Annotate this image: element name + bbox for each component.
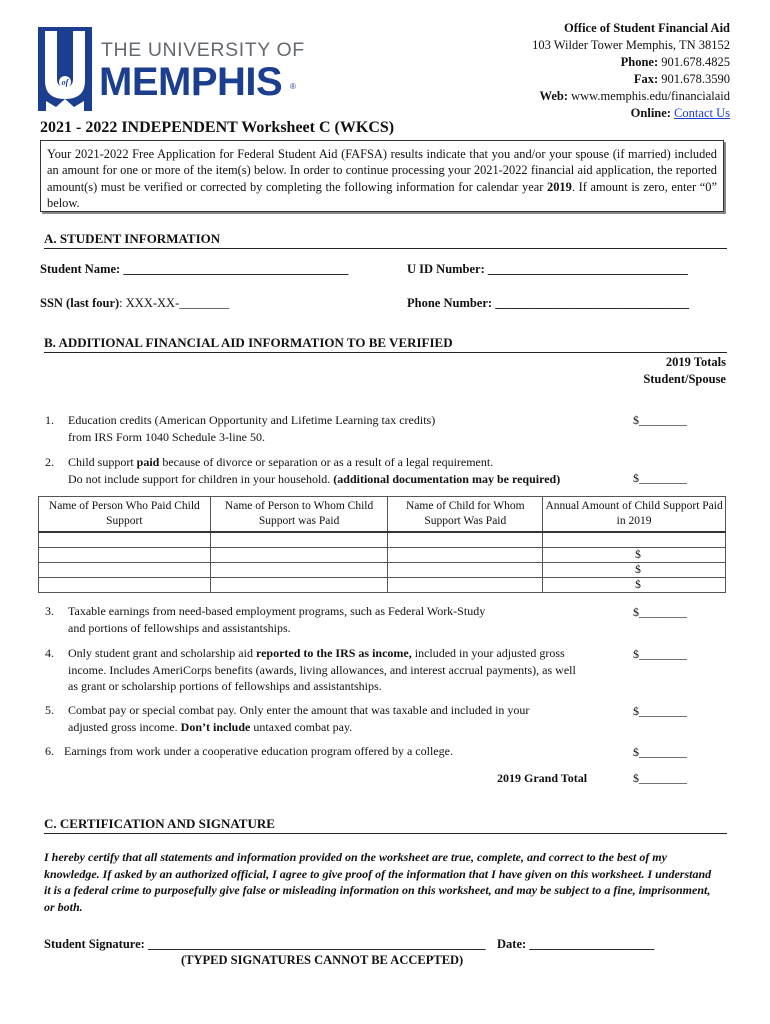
item-6-text: Earnings from work under a cooperative education program offered by a college. xyxy=(64,744,453,758)
office-contact-block xyxy=(532,20,730,122)
section-c-heading: C. CERTIFICATION AND SIGNATURE xyxy=(44,816,727,834)
table-cell-input[interactable] xyxy=(210,578,388,593)
typed-signature-notice: (TYPED SIGNATURES CANNOT BE ACCEPTED) xyxy=(181,953,464,967)
uid-number-field[interactable]: U ID Number: ________________________________ xyxy=(407,262,688,276)
item-3-text: Taxable earnings from need-based employment programs, such as Federal Work-Study and portions of fellowships and assistantships. xyxy=(68,604,486,635)
logo-line-memphis: MEMPHIS xyxy=(99,60,283,104)
signature-date-field[interactable]: Date: ____________________ xyxy=(497,937,655,951)
item-6-number: 6. xyxy=(45,744,54,758)
table-cell-input[interactable] xyxy=(388,548,543,563)
worksheet-title: 2021 - 2022 INDEPENDENT Worksheet C (WKCS) xyxy=(40,119,395,136)
table-cell-input[interactable] xyxy=(210,548,388,563)
table-cell-amount[interactable]: $ xyxy=(543,578,726,593)
grand-total-label: 2019 Grand Total xyxy=(497,771,588,785)
item-5-text: Combat pay or special combat pay. Only enter the amount that was taxable and included in your adjusted gross income. Don’t include untaxed combat pay. xyxy=(68,703,530,734)
ssn-field[interactable]: SSN (last four): XXX-XX-________ xyxy=(40,296,230,310)
table-row xyxy=(39,578,726,593)
col-header-amount: Annual Amount of Child Support Paid in 2019 xyxy=(543,497,726,533)
table-row xyxy=(39,563,726,578)
col-header-recipient: Name of Person to Whom Child Support was Paid xyxy=(210,497,388,533)
item-2-number: 2. xyxy=(45,455,54,469)
office-address: 103 Wilder Tower Memphis, TN 38152 xyxy=(532,38,730,52)
logo-line-university: THE UNIVERSITY OF xyxy=(101,39,305,61)
item-2-text: Child support paid because of divorce or separation or as a result of a legal requirement. Do not include support for children in your household. (additional documentation may be required) xyxy=(68,455,561,486)
item-3-amount-field[interactable]: $________ xyxy=(633,605,687,619)
um-logo-mark xyxy=(38,27,92,111)
col-header-payer: Name of Person Who Paid Child Support xyxy=(39,497,211,533)
item-5-number: 5. xyxy=(45,703,54,717)
student-signature-field[interactable]: Student Signature: ______________________________________________________ xyxy=(44,937,486,951)
item-2-amount-field[interactable]: $________ xyxy=(633,471,687,485)
item-4-number: 4. xyxy=(45,646,54,660)
section-a-heading: A. STUDENT INFORMATION xyxy=(44,231,727,249)
col-header-child: Name of Child for Whom Support Was Paid xyxy=(388,497,543,533)
table-cell-amount[interactable]: $ xyxy=(543,548,726,563)
item-3-number: 3. xyxy=(45,604,54,618)
table-cell-input[interactable] xyxy=(39,563,211,578)
item-4-amount-field[interactable]: $________ xyxy=(633,647,687,661)
table-cell-amount[interactable]: $ xyxy=(543,563,726,578)
table-cell-amount[interactable] xyxy=(543,532,726,548)
table-row xyxy=(39,548,726,563)
totals-column-header: 2019 Totals Student/Spouse xyxy=(643,355,726,386)
item-5-amount-field[interactable]: $________ xyxy=(633,704,687,718)
table-cell-input[interactable] xyxy=(39,532,211,548)
certification-statement: I hereby certify that all statements and information provided on the worksheet are true, complete, and correct to the best of my knowledge. If asked by an authorized official, I agree to give proof of the information that I have given on this worksheet. I understand it is a federal crime to purposefully give false or misleading information on this worksheet, and may be subject to a fine, imprisonment, or both. xyxy=(44,850,712,914)
table-cell-input[interactable] xyxy=(388,532,543,548)
table-cell-input[interactable] xyxy=(210,532,388,548)
university-logo xyxy=(38,27,305,111)
table-row xyxy=(39,532,726,548)
office-name: Office of Student Financial Aid xyxy=(564,21,730,35)
item-1-number: 1. xyxy=(45,413,54,427)
office-web: Web: www.memphis.edu/financialaid xyxy=(539,89,730,103)
table-header-row xyxy=(39,497,726,533)
item-1-amount-field[interactable]: $________ xyxy=(633,413,687,427)
logo-registered-mark: ® xyxy=(290,82,296,91)
grand-total-amount-field[interactable]: $________ xyxy=(633,771,687,785)
section-b-heading: B. ADDITIONAL FINANCIAL AID INFORMATION TO BE VERIFIED xyxy=(44,335,727,353)
item-1-text: Education credits (American Opportunity and Lifetime Learning tax credits) from IRS Form 1040 Schedule 3-line 50. xyxy=(68,413,436,444)
contact-us-link[interactable]: Contact Us xyxy=(674,106,730,120)
svg-text:of: of xyxy=(61,78,69,87)
office-online: Online: Contact Us xyxy=(630,106,730,120)
phone-number-field[interactable]: Phone Number: _______________________________ xyxy=(407,296,689,310)
child-support-table xyxy=(38,496,726,593)
table-cell-input[interactable] xyxy=(39,578,211,593)
office-phone: Phone: 901.678.4825 xyxy=(620,55,730,69)
intro-instructions-box: Your 2021-2022 Free Application for Federal Student Aid (FAFSA) results indicate that you and/or your spouse (if married) included an amount for one or more of the item(s) below. In order to continue processing your 2021-2022 financial aid application, the reported amount(s) must be verified or corrected by completing the following information for calendar year 2019. If amount is zero, enter “0” below. xyxy=(40,140,724,212)
student-name-field[interactable]: Student Name: ____________________________________ xyxy=(40,262,349,276)
table-cell-input[interactable] xyxy=(39,548,211,563)
item-6-amount-field[interactable]: $________ xyxy=(633,745,687,759)
table-cell-input[interactable] xyxy=(388,578,543,593)
table-cell-input[interactable] xyxy=(388,563,543,578)
table-cell-input[interactable] xyxy=(210,563,388,578)
item-4-text: Only student grant and scholarship aid reported to the IRS as income, included in your adjusted gross income. Includes AmeriCorps benefits (awards, living allowances, and interest accrual payments), as well as grant or scholarship portions of fellowships and assistantships. xyxy=(68,646,576,693)
office-fax: Fax: 901.678.3590 xyxy=(633,72,730,86)
